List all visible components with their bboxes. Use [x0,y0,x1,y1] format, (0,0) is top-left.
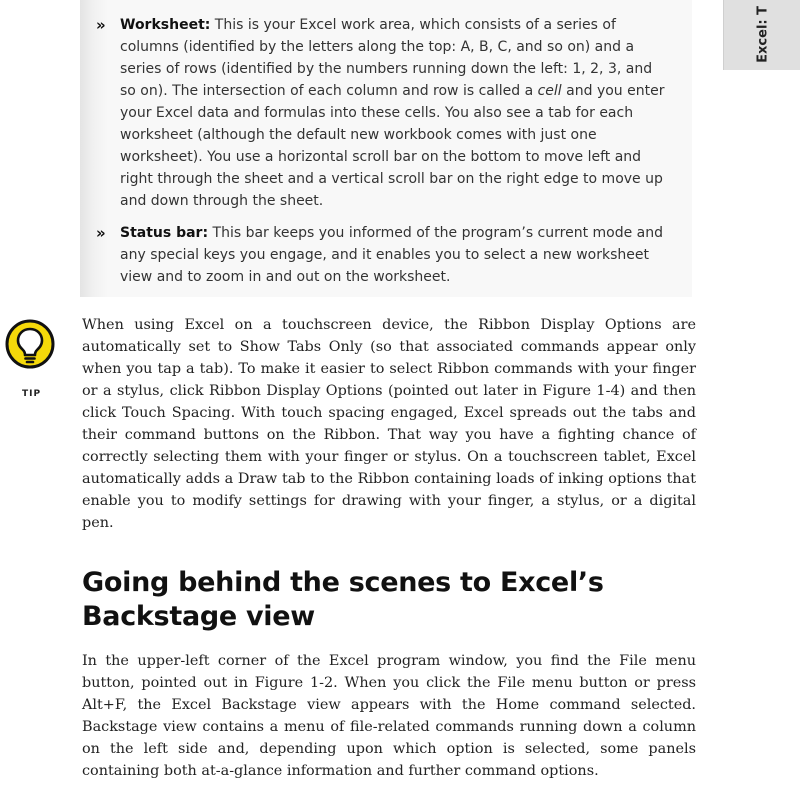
bullet-item-worksheet [96,14,671,212]
lightbulb-icon [4,318,56,370]
bullet-text-continued: and you enter your Excel data and formulas into these cells. You also see a tab for each worksheet (although the default new workbook comes with just one worksheet). You use a horizontal scroll bar on the bottom to move left and right through the sheet and a vertical scroll bar on the right edge to move up and down through the sheet. [120,83,665,209]
tip-label: TIP [22,389,42,399]
bullet-text: This bar keeps you informed of the program’s current mode and any special keys you engage, and it enables you to select a new worksheet view and to zoom in and out on the worksheet. [120,225,664,285]
bullet-term: Worksheet: [120,17,211,33]
tip-paragraph: When using Excel on a touchscreen device, the Ribbon Display Options are automatically set to Show Tabs Only (so that associated commands appear only when you tap a tab). To make it easier to select Ribbon commands with your finger or a stylus, click Ribbon Display Options (pointed out later in Figure 1-4) and then click Touch Spacing. With touch spacing engaged, Excel spreads out the tabs and their command buttons on the Ribbon. That way you have a fighting chance of correctly selecting them with your finger or stylus. On a touchscreen tablet, Excel automatically adds a Draw tab to the Ribbon containing loads of inking options that enable you to modify settings for drawing with your finger, a stylus, or a digital pen. [82,317,696,531]
chapter-side-tab [723,0,800,70]
bullet-sidebar [80,0,692,297]
chapter-side-tab-label [755,6,770,63]
bullet-text: This is your Excel work area, which consists of a series of columns (identified by the letters along the top: A, B, C, and so on) and a series of rows (identified by the numbers running down the left: 1, 2, 3, and so on). The intersection of each column and row is called a [120,17,653,99]
bullet-body [120,14,671,212]
side-tab-text: Excel: T [755,6,770,63]
bullet-body [120,222,671,288]
section-heading: Going behind the scenes to Excel’s Backstage view [82,567,604,632]
bullet-marker: » [96,16,103,34]
body-paragraph: In the upper-left corner of the Excel program window, you find the File menu button, pointed out in Figure 1-2. When you click the File menu button or press Alt+F, the Excel Backstage view appears with the Home command selected. Backstage view contains a menu of file-related commands running down a column on the left side and, depending upon which option is selected, some panels containing both at-a-glance information and further command options. [82,653,696,779]
bullet-item-status-bar [96,222,671,288]
bullet-italic-term: cell [537,83,562,99]
bullet-term: Status bar: [120,225,209,241]
bullet-marker: » [96,224,103,242]
